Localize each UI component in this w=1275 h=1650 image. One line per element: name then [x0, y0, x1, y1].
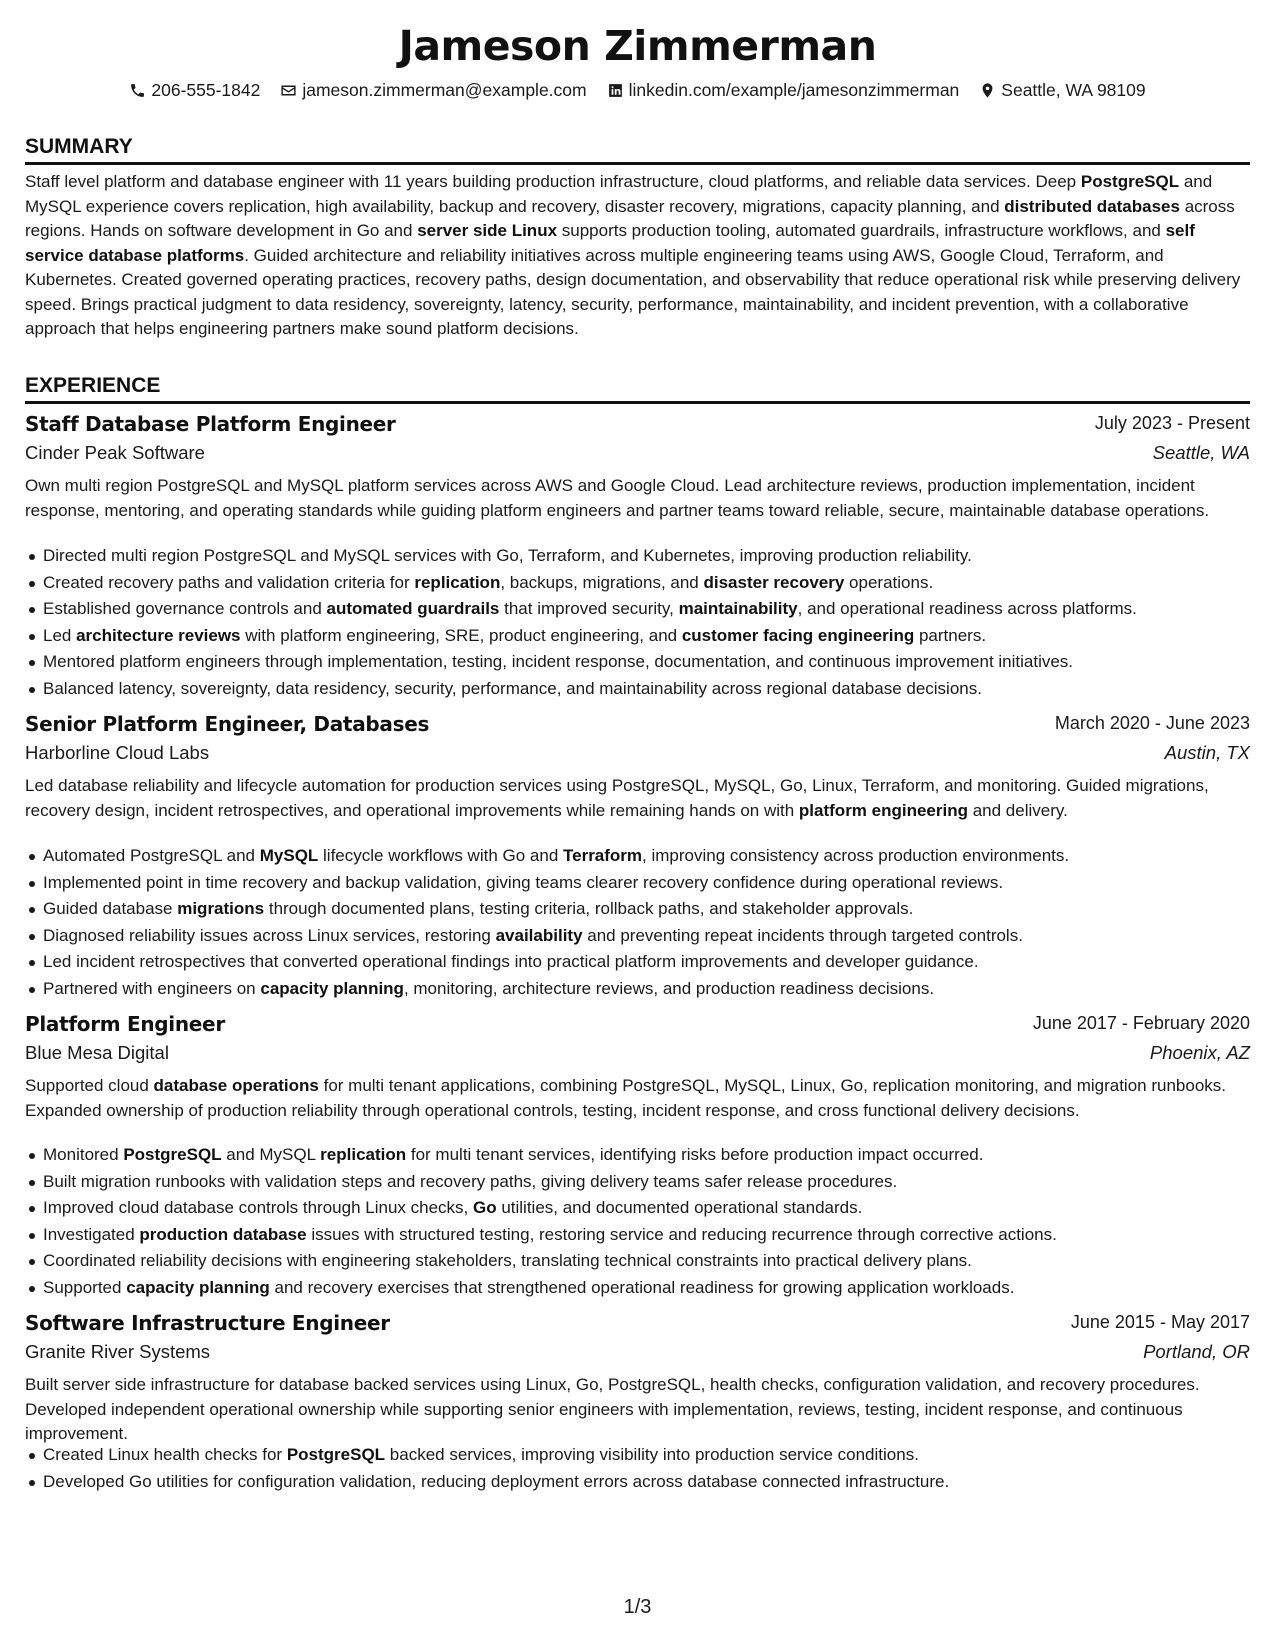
text-run: Supported cloud — [25, 1076, 154, 1095]
text-run: Investigated — [43, 1224, 140, 1244]
emphasis-text: capacity planning — [260, 978, 404, 998]
text-run: for multi tenant services, identifying risks before production impact occurred. — [406, 1145, 984, 1164]
text-run: Directed multi region PostgreSQL and MySQL services with Go, Terraform, and Kubernetes, improving production reliability. — [43, 546, 972, 565]
contact-email[interactable] — [280, 80, 586, 101]
text-run: Guided database — [43, 899, 178, 918]
text-run: Built migration runbooks with validation steps and recovery paths, giving delivery teams safer release procedures. — [43, 1171, 898, 1191]
text-run: issues with structured testing, restoring service and reducing recurrence through corrective actions. — [306, 1224, 1057, 1244]
bullet-item — [25, 896, 1250, 923]
section-experience-heading: EXPERIENCE — [25, 374, 1250, 404]
resume-page — [25, 0, 1250, 1650]
summary-text — [25, 170, 1250, 342]
bullet-item — [25, 623, 1250, 650]
bullet-item — [25, 1469, 1250, 1496]
text-run: and delivery. — [968, 800, 1068, 820]
text-run: , backups, migrations, and — [500, 572, 704, 592]
emphasis-text: MySQL — [259, 846, 319, 865]
text-run: Created recovery paths and validation criteria for — [43, 572, 415, 592]
phone-icon — [129, 82, 146, 99]
bullet-item — [25, 543, 1250, 570]
contact-location — [979, 80, 1145, 101]
text-run: Established governance controls and — [43, 599, 327, 618]
bullet-item — [25, 843, 1250, 870]
emphasis-text: PostgreSQL — [286, 1445, 386, 1464]
email-link[interactable]: jameson.zimmerman@example.com — [302, 80, 587, 100]
emphasis-text: replication — [414, 572, 501, 592]
emphasis-text: disaster recovery — [703, 572, 845, 592]
text-run: and MySQL experience covers replication, high availability, backup and recovery, disaster recovery, migrations, capacity planning, and — [25, 172, 1213, 216]
job-company: Cinder Peak Software — [25, 442, 205, 463]
emphasis-text: distributed databases — [1004, 196, 1180, 216]
job-description — [25, 774, 1250, 823]
emphasis-text: automated guardrails — [326, 599, 500, 618]
job-title: Software Infrastructure Engineer — [25, 1311, 390, 1335]
text-run: Staff level platform and database engineer with 11 years building production infrastructure, cloud platforms, and reliable data services. Deep — [25, 172, 1081, 191]
bullet-item — [25, 949, 1250, 976]
bullet-item — [25, 870, 1250, 897]
bullet-item — [25, 596, 1250, 623]
bullet-item — [25, 1275, 1250, 1302]
job-date: June 2015 - May 2017 — [1070, 1312, 1250, 1332]
text-run: backed services, improving visibility into production service conditions. — [385, 1445, 919, 1464]
job-company: Harborline Cloud Labs — [25, 742, 210, 763]
text-run: and MySQL — [221, 1145, 321, 1164]
job-description — [25, 1074, 1250, 1123]
bullet-item — [25, 570, 1250, 597]
text-run: supports production tooling, automated guardrails, infrastructure workflows, and — [557, 221, 1166, 240]
linkedin-link[interactable]: linkedin.com/example/jamesonzimmerman — [628, 80, 960, 100]
text-run: Mentored platform engineers through implementation, testing, incident response, documentation, and continuous improvement initiatives. — [43, 652, 1074, 671]
emphasis-text: Go — [472, 1198, 497, 1217]
emphasis-text: replication — [320, 1145, 407, 1164]
job-location: Phoenix, AZ — [1149, 1042, 1250, 1063]
emphasis-text: availability — [495, 925, 583, 945]
job-location: Austin, TX — [1164, 742, 1250, 763]
text-run: utilities, and documented operational standards. — [496, 1198, 863, 1217]
text-run: Led incident retrospectives that converted operational findings into practical platform improvements and developer guidance. — [43, 952, 979, 971]
job-title: Platform Engineer — [25, 1012, 225, 1036]
location-text: Seattle, WA 98109 — [1001, 80, 1146, 100]
text-run: operations. — [844, 572, 934, 592]
bullet-item — [25, 1142, 1250, 1169]
emphasis-text: customer facing engineering — [681, 625, 915, 645]
text-run: Implemented point in time recovery and backup validation, giving teams clearer recovery confidence during operational reviews. — [43, 872, 1004, 892]
bullet-item — [25, 923, 1250, 950]
text-run: Balanced latency, sovereignty, data residency, security, performance, and maintainability across regional database decisions. — [43, 678, 982, 698]
text-run: through documented plans, testing criteria, rollback paths, and stakeholder approvals. — [264, 899, 914, 918]
text-run: partners. — [914, 625, 987, 645]
section-summary-heading: SUMMARY — [25, 135, 1250, 165]
text-run: Partnered with engineers on — [43, 978, 261, 998]
contact-linkedin[interactable] — [607, 80, 960, 101]
bullet-item — [25, 1169, 1250, 1196]
emphasis-text: Terraform — [563, 846, 643, 865]
emphasis-text: capacity planning — [126, 1277, 270, 1297]
text-run: Own multi region PostgreSQL and MySQL platform services across AWS and Google Cloud. Lead architecture reviews, production implementation, incident response, mentoring, and operating standards while guiding platform engineers and partner teams toward reliable, secure, maintainable database operations. — [25, 476, 1210, 520]
bullet-item — [25, 976, 1250, 1003]
job-company: Blue Mesa Digital — [25, 1042, 169, 1063]
emphasis-text: production database — [139, 1224, 307, 1244]
job-bullets — [25, 843, 1250, 1002]
job-title: Staff Database Platform Engineer — [25, 412, 396, 436]
text-run: Led — [43, 625, 77, 645]
job-bullets — [25, 1142, 1250, 1301]
emphasis-text: maintainability — [678, 599, 798, 618]
bullet-item — [25, 1222, 1250, 1249]
bullet-item — [25, 649, 1250, 676]
text-run: , improving consistency across production environments. — [642, 846, 1070, 865]
job-description — [25, 474, 1250, 523]
emphasis-text: PostgreSQL — [1080, 172, 1180, 191]
page-number: 1/3 — [623, 1596, 652, 1618]
emphasis-text: self service database platforms — [25, 221, 1195, 265]
phone-text: 206-555-1842 — [151, 80, 261, 100]
job-bullets — [25, 543, 1250, 702]
candidate-name: Jameson Zimmerman — [398, 22, 877, 70]
job-location: Portland, OR — [1143, 1341, 1250, 1362]
text-run: with platform engineering, SRE, product engineering, and — [240, 625, 682, 645]
emphasis-text: database operations — [153, 1076, 319, 1095]
text-run: and recovery exercises that strengthened operational readiness for growing application workloads. — [269, 1277, 1015, 1297]
text-run: , monitoring, architecture reviews, and production readiness decisions. — [403, 978, 935, 998]
text-run: lifecycle workflows with Go and — [318, 846, 563, 865]
job-date: July 2023 - Present — [1094, 413, 1250, 433]
job-company: Granite River Systems — [25, 1341, 211, 1362]
bullet-item — [25, 1442, 1250, 1469]
job-bullets — [25, 1442, 1250, 1495]
text-run: Automated PostgreSQL and — [43, 846, 260, 865]
bullet-item — [25, 1195, 1250, 1222]
job-title: Senior Platform Engineer, Databases — [25, 712, 430, 736]
text-run: Diagnosed reliability issues across Linux services, restoring — [43, 925, 496, 945]
linkedin-icon — [607, 82, 624, 99]
text-run: Coordinated reliability decisions with engineering stakeholders, translating technical constraints into practical delivery plans. — [43, 1251, 972, 1270]
envelope-icon — [280, 82, 297, 99]
emphasis-text: platform engineering — [798, 800, 968, 820]
text-run: across regions. Hands on software development in Go and — [25, 196, 1235, 240]
emphasis-text: PostgreSQL — [123, 1145, 222, 1164]
text-run: , and operational readiness across platforms. — [797, 599, 1137, 618]
text-run: Led database reliability and lifecycle automation for production services using PostgreSQL, MySQL, Go, Linux, Terraform, and monitoring. Guided migrations, recovery design, incident retrospectives, and operational improvements while remaining hands on with — [25, 776, 1209, 820]
text-run: Monitored — [43, 1145, 124, 1164]
contact-phone — [129, 80, 260, 101]
text-run: Supported — [43, 1277, 127, 1297]
text-run: Built server side infrastructure for database backed services using Linux, Go, PostgreSQL, health checks, configuration validation, and recovery procedures. Developed independent operational ownership while supporting senior engineers with implementation, reviews, testing, incident response, and continuous improvement. — [25, 1375, 1200, 1443]
emphasis-text: migrations — [177, 899, 265, 918]
bullet-item — [25, 676, 1250, 703]
emphasis-text: server side Linux — [417, 221, 558, 240]
text-run: . Guided architecture and reliability initiatives across multiple engineering teams using AWS, Google Cloud, Terraform, and Kubernetes. Created governed operating practices, recovery paths, design documentation, and observability that reduce operational risk while preserving delivery speed. Brings practical judgment to data residency, sovereignty, latency, security, performance, maintainability, and incident prevention, with a collaborative approach that helps engineering partners make sound platform decisions. — [25, 245, 1241, 338]
bullet-item — [25, 1248, 1250, 1275]
text-run: and preventing repeat incidents through targeted controls. — [582, 925, 1023, 945]
map-pin-icon — [979, 82, 996, 99]
emphasis-text: architecture reviews — [76, 625, 241, 645]
text-run: Developed Go utilities for configuration validation, reducing deployment errors across database connected infrastructure. — [43, 1471, 950, 1491]
job-description — [25, 1373, 1250, 1447]
contact-bar — [25, 80, 1250, 101]
text-run: that improved security, — [499, 599, 679, 618]
job-location: Seattle, WA — [1152, 442, 1250, 463]
text-run: Improved cloud database controls through Linux checks, — [43, 1198, 473, 1217]
text-run: Created Linux health checks for — [43, 1445, 287, 1464]
text-run: for multi tenant applications, combining PostgreSQL, MySQL, Linux, Go, replication monitoring, and migration runbooks. Expanded ownership of production reliability through operational controls, testing, incident response, and cross functional delivery decisions. — [25, 1076, 1227, 1120]
job-date: March 2020 - June 2023 — [1054, 713, 1250, 733]
job-date: June 2017 - February 2020 — [1032, 1013, 1250, 1033]
